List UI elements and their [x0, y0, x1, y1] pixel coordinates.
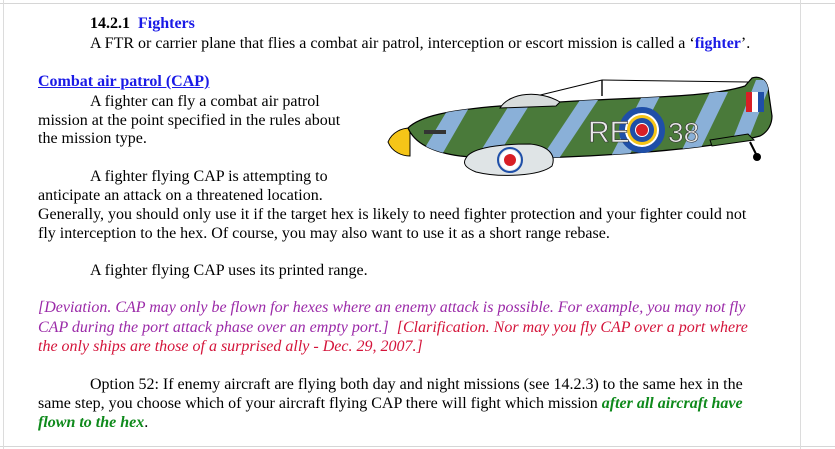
page-left-margin — [3, 0, 4, 449]
section-heading — [90, 14, 195, 33]
page-top-rule — [0, 3, 835, 4]
intro-paragraph — [90, 34, 750, 53]
squadron-code: RE — [588, 116, 630, 149]
para3: A fighter flying CAP uses its printed range. — [90, 262, 368, 279]
fin-flash — [746, 92, 752, 112]
intro-text: A FTR or carrier plane that flies a combat air patrol, interception or escort mission is called a ‘ — [90, 35, 695, 52]
para2-line4: fly interception to the hex. Of course, you may also want to use it as a short range rebase. — [38, 225, 610, 242]
para1-line3: the mission type. — [38, 130, 147, 147]
option52-emphasis-end: flown to the hex — [38, 414, 145, 431]
clarification-line3: the only ships are those of a surprised ally - Dec. 29, 2007.] — [38, 338, 423, 355]
page-right-margin — [800, 0, 801, 449]
wing-roundel — [502, 152, 518, 168]
section-number: 14.2.1 — [90, 15, 130, 32]
option52-line3 — [38, 413, 148, 432]
option52-period: . — [144, 414, 149, 431]
para2-line3: Generally, you should only use it if the target hex is likely to need fighter protection and your fighter could not — [38, 206, 747, 223]
option52-line2 — [38, 394, 743, 413]
aircraft-code: 38 — [668, 117, 700, 148]
deviation-text: CAP during the port attack phase over an empty port.] — [38, 319, 389, 336]
page-bottom-rule — [0, 446, 835, 447]
option52-line1: Option 52: If enemy aircraft are flying both day and night missions (see 14.2.3) to the same hex in the — [90, 376, 743, 393]
cap-section-link[interactable]: Combat air patrol (CAP) — [38, 73, 210, 90]
fighter-term: fighter — [694, 35, 741, 52]
intro-end: ’. — [740, 35, 751, 52]
spitfire-illustration — [380, 66, 800, 182]
spinner — [388, 128, 410, 156]
deviation-line1: [Deviation. CAP may only be flown for hexes where an enemy attack is possible. For example, you may not fly — [38, 299, 746, 316]
para2-line1: A fighter flying CAP is attempting to — [90, 168, 328, 185]
para1-line2: mission at the point specified in the rules about — [38, 112, 341, 129]
deviation-line2 — [38, 318, 748, 337]
para2-line2: anticipate an attack on a threatened location. — [38, 187, 323, 204]
clarification-text: [Clarification. Nor may you fly CAP over a port where — [396, 319, 748, 336]
option52-emphasis: after all aircraft have — [601, 395, 743, 412]
canopy — [500, 94, 560, 108]
exhaust — [424, 130, 446, 134]
para1-line1: A fighter can fly a combat air patrol — [90, 93, 320, 110]
section-title: Fighters — [138, 15, 195, 32]
tail-wheel — [753, 153, 761, 161]
option52-text: same step, you choose which of your aircraft flying CAP there will fight which mission — [38, 395, 602, 412]
